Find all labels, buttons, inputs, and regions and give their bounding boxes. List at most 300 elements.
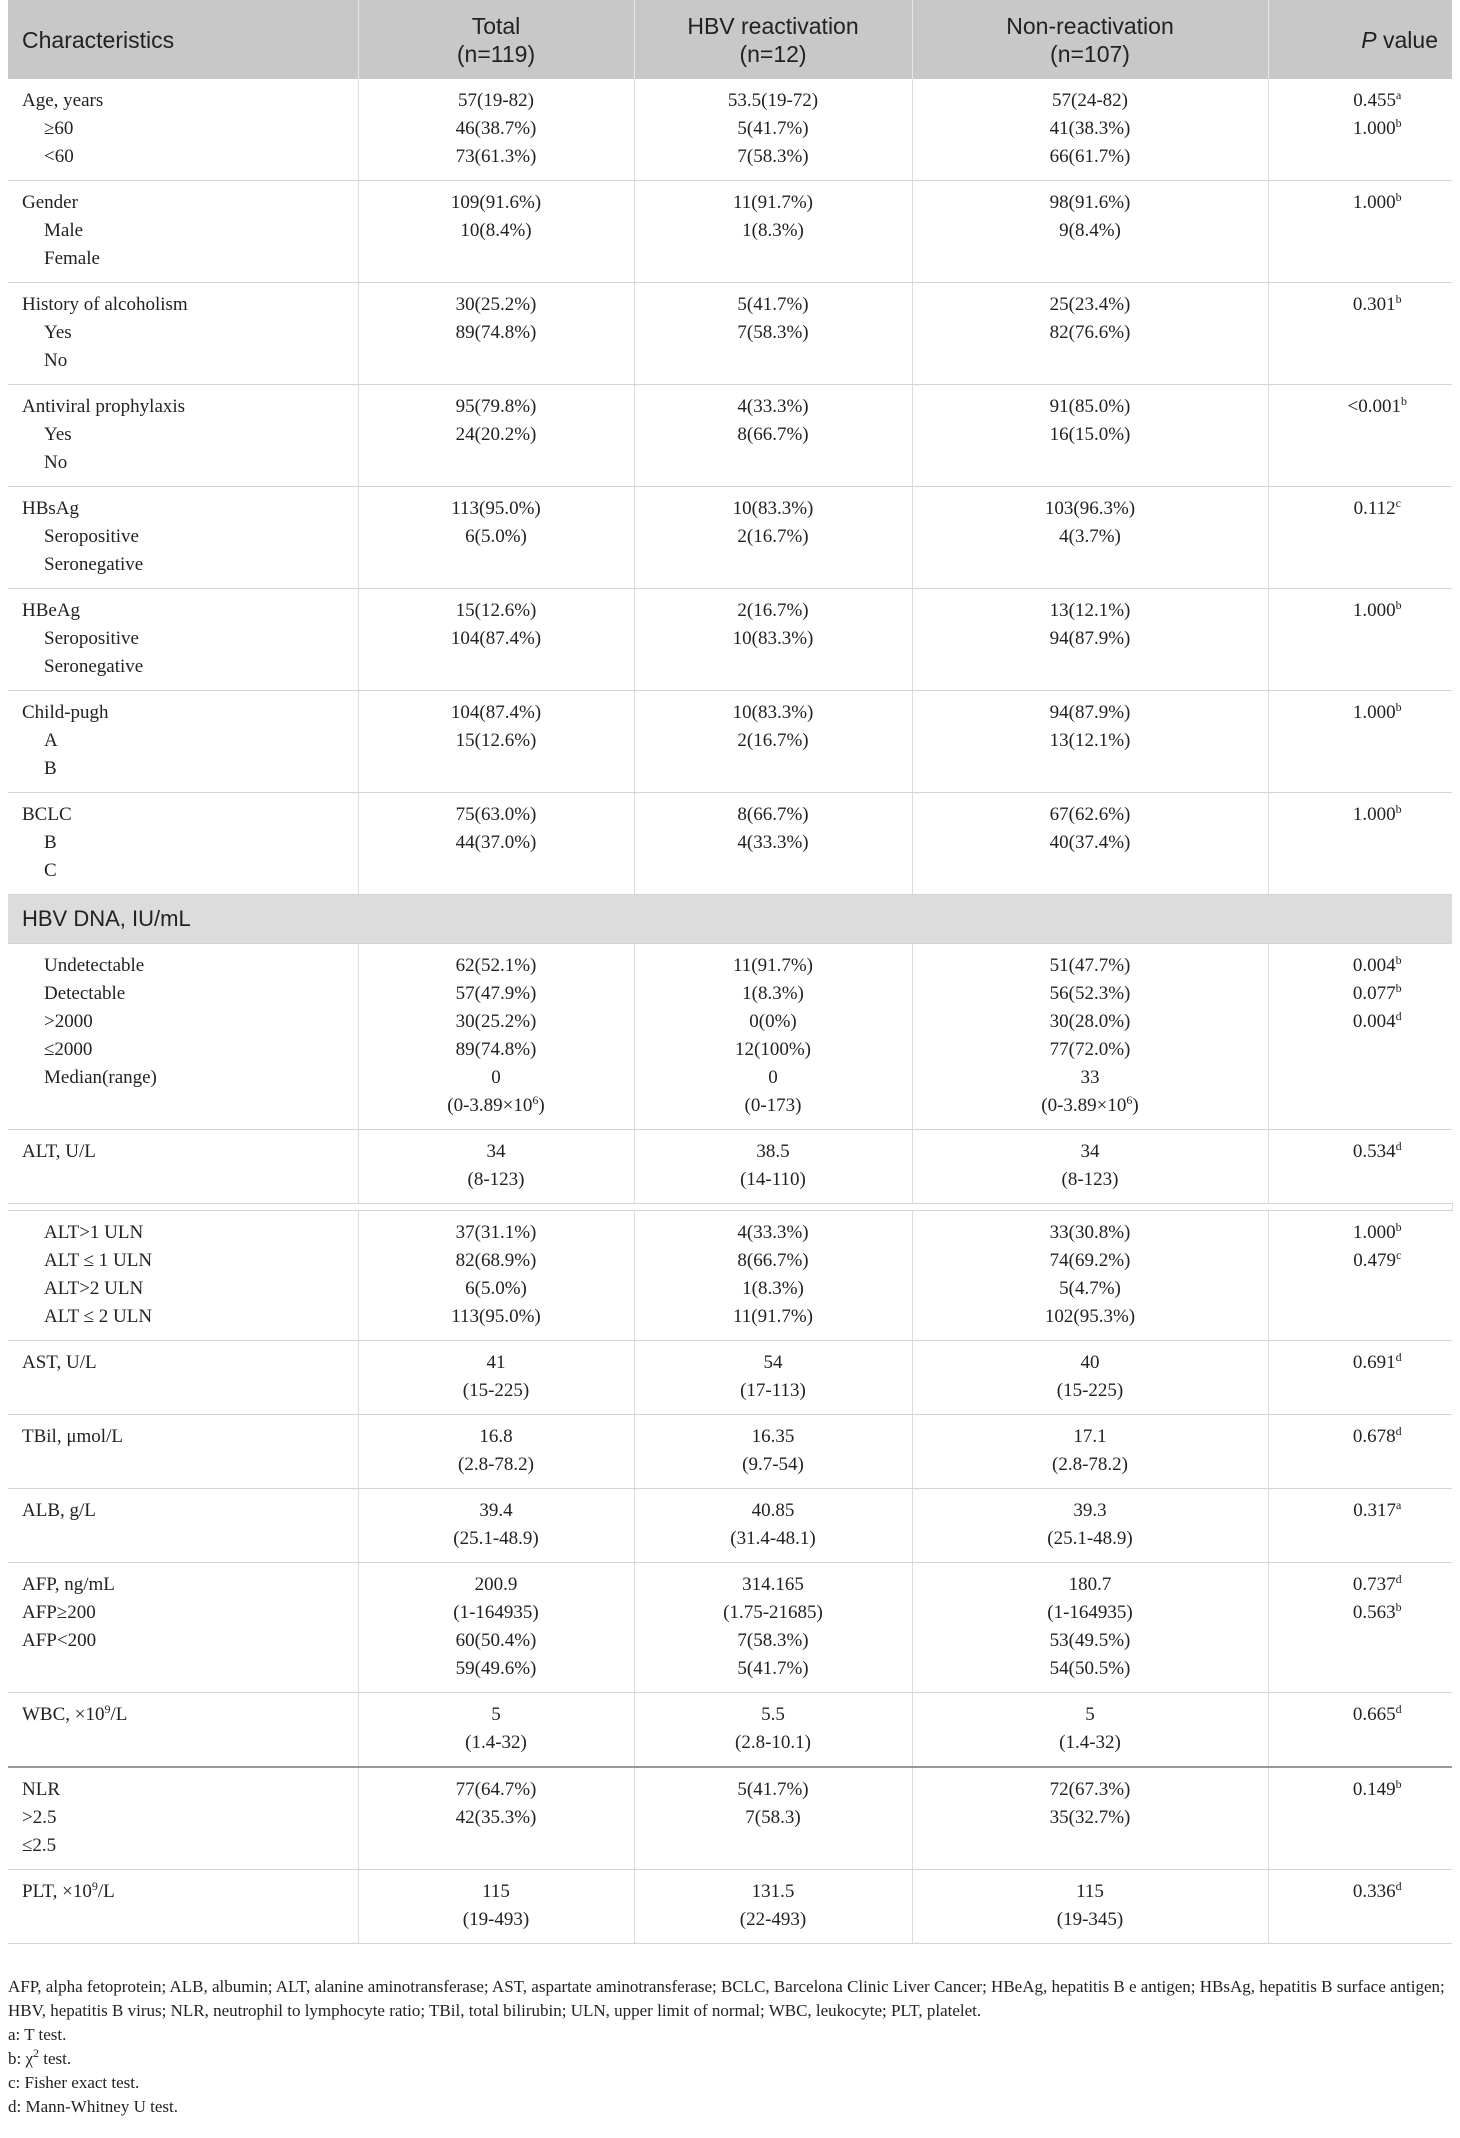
reactivation-cell [634, 1563, 912, 1693]
p-value-cell [1268, 487, 1452, 589]
p-value-test-mark: d [1395, 1139, 1402, 1153]
reactivation-cell [634, 1130, 912, 1204]
cell-value: 40.85 [751, 1500, 795, 1521]
characteristic-label: Antiviral prophylaxis [22, 396, 186, 417]
p-value-number: 0.455 [1353, 90, 1396, 111]
cell-value: 115 [1076, 1881, 1104, 1902]
non-reactivation-cell [912, 1870, 1268, 1944]
table-row [8, 385, 1452, 487]
characteristic-cell [8, 1563, 358, 1693]
characteristic-label: AFP≥200 [22, 1602, 96, 1623]
reactivation-cell [634, 1211, 912, 1341]
cell-value: 94(87.9%) [1049, 702, 1131, 723]
non-reactivation-cell [912, 1767, 1268, 1870]
cell-value: 104(87.4%) [450, 628, 542, 649]
characteristic-label: <60 [44, 146, 74, 167]
cell-value: 54(50.5%) [1049, 1658, 1131, 1679]
non-reactivation-cell [912, 1489, 1268, 1563]
reactivation-cell [634, 181, 912, 283]
cell-value: (1-164935) [453, 1602, 539, 1623]
non-reactivation-cell [912, 385, 1268, 487]
total-cell [358, 1489, 634, 1563]
p-value-number: 1.000 [1352, 702, 1396, 723]
cell-value: 11(91.7%) [732, 1306, 814, 1327]
table-row [8, 79, 1452, 181]
cell-value: 10(83.3%) [732, 702, 814, 723]
p-value [1309, 952, 1447, 980]
cell-value: 8(66.7%) [737, 804, 809, 825]
p-value [1309, 1599, 1447, 1627]
cell-value: 7(58.3%) [737, 322, 809, 343]
table-row [8, 1693, 1452, 1768]
cell-value: 10(83.3%) [732, 498, 814, 519]
cell-value: 4(33.3%) [737, 1222, 809, 1243]
total-cell [358, 1415, 634, 1489]
non-reactivation-cell [912, 944, 1268, 1130]
header-non-reactivation-label: Non-reactivation [1006, 12, 1174, 39]
cell-value: 91(85.0%) [1049, 396, 1131, 417]
cell-value: 5(41.7%) [737, 294, 809, 315]
characteristic-cell [8, 79, 358, 181]
footnote-abbreviations: AFP, alpha fetoprotein; ALB, albumin; ALT, alanine aminotransferase; AST, aspartate aminotransferase; BCLC, Barcelona Clinic Liver Cancer; HBeAg, hepatitis B e antigen; HBsAg, hepatitis B surface antigen; HBV, hepatitis B virus; NLR, neutrophil to lymphocyte ratio; TBil, total bilirubin; ULN, upper limit of normal; WBC, leukocyte; PLT, platelet. [8, 1977, 1445, 2020]
cell-value: (1.4-32) [1059, 1732, 1121, 1753]
table-row [8, 793, 1452, 895]
cell-value: (2.8-78.2) [1052, 1454, 1128, 1475]
p-value [1309, 87, 1447, 115]
table-row [8, 1211, 1452, 1341]
non-reactivation-cell [912, 793, 1268, 895]
section-label: HBV DNA, IU/mL [8, 895, 1452, 944]
p-value [1309, 801, 1447, 829]
reactivation-cell [634, 589, 912, 691]
p-value-cell [1268, 944, 1452, 1130]
characteristic-label: ≤2000 [44, 1039, 93, 1060]
cell-value: 16(15.0%) [1049, 424, 1131, 445]
p-value-cell [1268, 1130, 1452, 1204]
characteristic-cell [8, 1693, 358, 1768]
p-value [1309, 393, 1447, 421]
p-value-number: 1.000 [1352, 118, 1396, 139]
cell-value: 30(25.2%) [455, 1011, 537, 1032]
characteristic-cell [8, 944, 358, 1130]
p-value [1309, 1497, 1447, 1525]
p-value-number: 0.112 [1353, 498, 1396, 519]
cell-value: 89(74.8%) [455, 322, 537, 343]
p-value-number: 0.665 [1352, 1704, 1396, 1725]
cell-value: 200.9 [474, 1574, 518, 1595]
p-value-number: 0.004 [1352, 1011, 1396, 1032]
cell-value: 57(47.9%) [455, 983, 537, 1004]
p-value-number: 0.004 [1352, 955, 1396, 976]
total-cell [358, 944, 634, 1130]
characteristic-label: ALT ≤ 1 ULN [44, 1250, 153, 1271]
characteristic-label: Seronegative [44, 656, 144, 677]
p-value-cell [1268, 79, 1452, 181]
p-value-test-mark: b [1395, 1220, 1402, 1234]
total-cell [358, 385, 634, 487]
p-value-cell [1268, 1489, 1452, 1563]
non-reactivation-cell [912, 1130, 1268, 1204]
characteristic-label: BCLC [22, 804, 72, 825]
value-text: (0-3.89×10 [1041, 1095, 1127, 1116]
p-value-test-mark: d [1395, 1350, 1402, 1364]
cell-value: 59(49.6%) [455, 1658, 537, 1679]
p-value-test-mark: b [1395, 598, 1402, 612]
cell-value: 16.8 [479, 1426, 513, 1447]
p-value [1309, 980, 1447, 1008]
cell-value: (8-123) [467, 1169, 525, 1190]
cell-value: 77(64.7%) [455, 1779, 537, 1800]
p-value [1309, 495, 1447, 523]
p-value-test-mark: c [1395, 496, 1401, 510]
label-unit: /L [110, 1704, 128, 1725]
cell-value: 0 [491, 1067, 501, 1088]
p-value-number: 1.000 [1352, 1222, 1396, 1243]
cell-value: 13(12.1%) [1049, 730, 1131, 751]
non-reactivation-cell [912, 283, 1268, 385]
p-value [1309, 1423, 1447, 1451]
p-value-test-mark: d [1395, 1702, 1402, 1716]
cell-value: 15(12.6%) [455, 600, 537, 621]
cell-value: 77(72.0%) [1049, 1039, 1131, 1060]
cell-value: 12(100%) [735, 1039, 811, 1060]
p-value-test-mark: d [1395, 1009, 1402, 1023]
cell-value: 11(91.7%) [732, 955, 814, 976]
characteristic-label: B [44, 758, 57, 779]
p-value-number: 1.000 [1352, 600, 1396, 621]
cell-value: 5.5 [761, 1704, 785, 1725]
cell-value: 17.1 [1073, 1426, 1107, 1447]
characteristic-label: No [44, 452, 68, 473]
table-row [8, 1870, 1452, 1944]
cell-value: 40(37.4%) [1049, 832, 1131, 853]
characteristic-label: ALT>1 ULN [44, 1222, 144, 1243]
p-value-cell [1268, 589, 1452, 691]
reactivation-cell [634, 1415, 912, 1489]
p-value [1309, 1247, 1447, 1275]
p-value-test-mark: b [1395, 802, 1402, 816]
table-row [8, 1563, 1452, 1693]
table-row [8, 1130, 1452, 1204]
cell-value [365, 1092, 628, 1120]
cell-value: (25.1-48.9) [453, 1528, 539, 1549]
p-value-number: 1.000 [1352, 804, 1396, 825]
total-cell [358, 1870, 634, 1944]
total-cell [358, 1563, 634, 1693]
cell-value: 34 [1080, 1141, 1100, 1162]
characteristic-label: AFP, ng/mL [22, 1574, 115, 1595]
p-value-cell [1268, 793, 1452, 895]
p-value-number: 0.691 [1352, 1352, 1396, 1373]
cell-value: 73(61.3%) [455, 146, 537, 167]
cell-value: (31.4-48.1) [730, 1528, 816, 1549]
cell-value: 34 [486, 1141, 506, 1162]
characteristics-table [8, 0, 1453, 1944]
characteristic-label: A [44, 730, 58, 751]
p-value [1309, 291, 1447, 319]
cell-value: 30(28.0%) [1049, 1011, 1131, 1032]
cell-value: 10(8.4%) [460, 220, 532, 241]
p-value-test-mark: c [1395, 1248, 1402, 1262]
table-row [8, 181, 1452, 283]
characteristic-cell [8, 283, 358, 385]
p-value [1309, 115, 1447, 143]
cell-value: 6(5.0%) [465, 526, 527, 547]
total-cell [358, 79, 634, 181]
cell-value: 33 [1080, 1067, 1100, 1088]
characteristic-label: AST, U/L [22, 1352, 97, 1373]
footnote-b-tail: test. [39, 2049, 72, 2068]
characteristic-label: Seronegative [44, 554, 144, 575]
cell-value: 35(32.7%) [1049, 1807, 1131, 1828]
cell-value: 39.4 [479, 1500, 513, 1521]
cell-value: 7(58.3%) [737, 146, 809, 167]
characteristic-cell [8, 487, 358, 589]
cell-value: 53(49.5%) [1049, 1630, 1131, 1651]
p-value-number: 0.534 [1352, 1141, 1396, 1162]
non-reactivation-cell [912, 1693, 1268, 1768]
p-value-number: 0.317 [1353, 1500, 1396, 1521]
characteristic-label: Age, years [22, 90, 104, 111]
characteristic-label: Detectable [44, 983, 126, 1004]
header-total [358, 0, 634, 79]
cell-value: 72(67.3%) [1049, 1779, 1131, 1800]
value-tail: ) [1132, 1095, 1139, 1116]
characteristic-label: ALT>2 ULN [44, 1278, 144, 1299]
cell-value: 1(8.3%) [742, 1278, 804, 1299]
cell-value: (1.75-21685) [723, 1602, 823, 1623]
characteristic-label: Median(range) [44, 1067, 157, 1088]
p-value-test-mark: d [1395, 1424, 1402, 1438]
footnote-a: a: T test. [8, 2025, 67, 2044]
header-hbv-reactivation [634, 0, 912, 79]
table-row [8, 1341, 1452, 1415]
table-row [8, 944, 1452, 1130]
characteristic-label: HBsAg [22, 498, 80, 519]
non-reactivation-cell [912, 1415, 1268, 1489]
header-p-rest: value [1376, 26, 1438, 53]
p-value-cell [1268, 1767, 1452, 1870]
p-value-number: <0.001 [1347, 396, 1401, 417]
cell-value: (8-123) [1061, 1169, 1119, 1190]
cell-value: 2(16.7%) [737, 600, 809, 621]
characteristic-cell [8, 181, 358, 283]
p-value-number: 1.000 [1352, 192, 1396, 213]
cell-value: 95(79.8%) [455, 396, 537, 417]
p-value-test-mark: b [1395, 700, 1402, 714]
total-cell [358, 589, 634, 691]
p-value [1309, 1349, 1447, 1377]
non-reactivation-cell [912, 1563, 1268, 1693]
characteristic-label: >2000 [44, 1011, 93, 1032]
cell-value: 98(91.6%) [1049, 192, 1131, 213]
cell-value: 131.5 [751, 1881, 795, 1902]
reactivation-cell [634, 283, 912, 385]
p-value-test-mark: a [1395, 1498, 1402, 1512]
cell-value: 5(41.7%) [737, 1658, 809, 1679]
p-value-test-mark: b [1395, 953, 1402, 967]
cell-value: (2.8-10.1) [735, 1732, 811, 1753]
characteristics-table-container [8, 0, 1452, 1944]
p-value [1309, 1571, 1447, 1599]
header-characteristics: Characteristics [8, 0, 358, 79]
cell-value: 46(38.7%) [455, 118, 537, 139]
cell-value: 113(95.0%) [451, 498, 541, 519]
characteristic-label: >2.5 [22, 1807, 57, 1828]
characteristic-label: NLR [22, 1779, 60, 1800]
cell-value: 89(74.8%) [455, 1039, 537, 1060]
p-value-number: 0.479 [1353, 1250, 1396, 1271]
p-value-cell [1268, 1341, 1452, 1415]
cell-value: (15-225) [1056, 1380, 1124, 1401]
total-cell [358, 691, 634, 793]
cell-value: 57(19-82) [458, 90, 534, 111]
cell-value: (15-225) [462, 1380, 530, 1401]
cell-value: 5(41.7%) [737, 118, 809, 139]
footnote-b-sup: 2 [33, 2046, 40, 2060]
p-value-cell [1268, 385, 1452, 487]
p-value [1309, 1776, 1447, 1804]
table-row [8, 487, 1452, 589]
cell-value: 44(37.0%) [455, 832, 537, 853]
cell-value: 5(41.7%) [737, 1779, 809, 1800]
cell-value: 180.7 [1068, 1574, 1112, 1595]
table-row [8, 691, 1452, 793]
reactivation-cell [634, 1693, 912, 1768]
cell-value: 75(63.0%) [455, 804, 537, 825]
characteristic-label: Child-pugh [22, 702, 109, 723]
total-cell [358, 1130, 634, 1204]
p-value-cell [1268, 283, 1452, 385]
characteristic-label: Seropositive [44, 526, 139, 547]
footnote-b [8, 2047, 1452, 2071]
cell-value: 5 [491, 1704, 501, 1725]
cell-value: 66(61.7%) [1049, 146, 1131, 167]
reactivation-cell [634, 1870, 912, 1944]
characteristic-cell [8, 793, 358, 895]
reactivation-cell [634, 385, 912, 487]
p-value [1309, 1701, 1447, 1729]
cell-value: 16.35 [751, 1426, 795, 1447]
characteristic-label: AFP<200 [22, 1630, 97, 1651]
label-sup: 9 [91, 1879, 98, 1893]
cell-value: 13(12.1%) [1049, 600, 1131, 621]
p-value-test-mark: d [1395, 1879, 1402, 1893]
p-value-test-mark: b [1395, 292, 1402, 306]
cell-value: 5(4.7%) [1059, 1278, 1121, 1299]
cell-value: (19-345) [1056, 1909, 1124, 1930]
p-value-cell [1268, 1211, 1452, 1341]
cell-value: 0 [768, 1067, 778, 1088]
header-p-value [1268, 0, 1452, 79]
p-value [1309, 1219, 1447, 1247]
non-reactivation-cell [912, 1211, 1268, 1341]
value-tail: ) [538, 1095, 545, 1116]
cell-value: 9(8.4%) [1059, 220, 1121, 241]
non-reactivation-cell [912, 487, 1268, 589]
characteristic-label: Gender [22, 192, 78, 213]
cell-value: 39.3 [1073, 1500, 1107, 1521]
p-value-cell [1268, 1415, 1452, 1489]
cell-value: 37(31.1%) [455, 1222, 537, 1243]
p-value [1309, 597, 1447, 625]
reactivation-cell [634, 1767, 912, 1870]
cell-value: (1.4-32) [465, 1732, 527, 1753]
value-text: (0-3.89×10 [447, 1095, 533, 1116]
characteristic-cell [8, 691, 358, 793]
p-value-number: 0.149 [1352, 1779, 1396, 1800]
cell-value: (0-173) [744, 1095, 802, 1116]
characteristic-cell [8, 1211, 358, 1341]
header-reactivation-n: (n=12) [739, 40, 807, 67]
label-unit: /L [97, 1881, 115, 1902]
characteristic-label [22, 1701, 352, 1729]
cell-value: 53.5(19-72) [727, 90, 819, 111]
reactivation-cell [634, 944, 912, 1130]
characteristic-label: Male [44, 220, 84, 241]
cell-value: 82(68.9%) [455, 1250, 537, 1271]
characteristic-label: ≥60 [44, 118, 74, 139]
spacer-row [8, 1204, 1452, 1211]
cell-value: (9.7-54) [742, 1454, 804, 1475]
table-row [8, 1767, 1452, 1870]
value-sup: 6 [532, 1093, 539, 1107]
characteristic-label: No [44, 350, 68, 371]
label-text: WBC, ×10 [22, 1704, 105, 1725]
label-text: PLT, ×10 [22, 1881, 92, 1902]
cell-value: (14-110) [740, 1169, 806, 1190]
non-reactivation-cell [912, 1341, 1268, 1415]
characteristic-cell [8, 385, 358, 487]
reactivation-cell [634, 1489, 912, 1563]
cell-value: (1-164935) [1047, 1602, 1133, 1623]
cell-value: (2.8-78.2) [458, 1454, 534, 1475]
characteristic-label: History of alcoholism [22, 294, 188, 315]
characteristic-cell [8, 1489, 358, 1563]
cell-value: 4(33.3%) [737, 396, 809, 417]
footnote-d: d: Mann-Whitney U test. [8, 2097, 178, 2116]
p-value-cell [1268, 181, 1452, 283]
cell-value: 42(35.3%) [455, 1807, 537, 1828]
cell-value: 24(20.2%) [455, 424, 537, 445]
cell-value: 30(25.2%) [455, 294, 537, 315]
cell-value: 109(91.6%) [450, 192, 542, 213]
p-value-test-mark: b [1395, 981, 1402, 995]
cell-value: 7(58.3%) [737, 1630, 809, 1651]
header-non-reactivation-n: (n=107) [1050, 40, 1130, 67]
header-total-n: (n=119) [456, 40, 536, 67]
p-value-cell [1268, 1693, 1452, 1768]
p-value-number: 0.077 [1352, 983, 1396, 1004]
total-cell [358, 1767, 634, 1870]
table-row [8, 1415, 1452, 1489]
total-cell [358, 181, 634, 283]
p-value-test-mark: b [1395, 190, 1402, 204]
cell-value: 11(91.7%) [732, 192, 814, 213]
characteristic-label: B [44, 832, 57, 853]
non-reactivation-cell [912, 79, 1268, 181]
p-value-cell [1268, 1870, 1452, 1944]
cell-value: 0(0%) [749, 1011, 797, 1032]
characteristic-label: Female [44, 248, 100, 269]
p-value [1309, 1008, 1447, 1036]
cell-value: 1(8.3%) [742, 220, 804, 241]
p-value-number: 0.737 [1352, 1574, 1396, 1595]
cell-value: 94(87.9%) [1049, 628, 1131, 649]
table-row [8, 283, 1452, 385]
characteristic-label: ALT, U/L [22, 1141, 96, 1162]
header-total-label: Total [471, 12, 521, 39]
